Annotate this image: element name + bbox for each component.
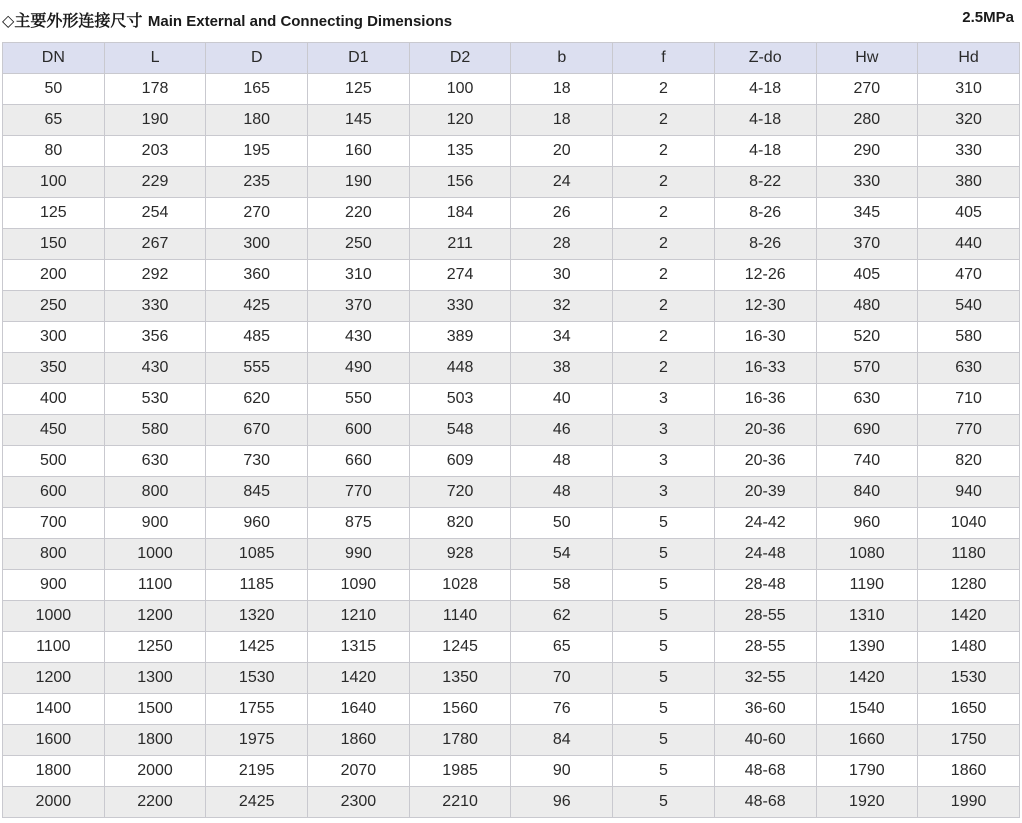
table-cell: 58 bbox=[511, 570, 613, 601]
table-cell: 5 bbox=[613, 570, 715, 601]
table-cell: 450 bbox=[3, 415, 105, 446]
table-cell: 960 bbox=[206, 508, 308, 539]
table-cell: 76 bbox=[511, 694, 613, 725]
table-cell: 960 bbox=[816, 508, 918, 539]
table-cell: 8-26 bbox=[714, 198, 816, 229]
table-cell: 18 bbox=[511, 105, 613, 136]
table-cell: 2 bbox=[613, 198, 715, 229]
table-cell: 1080 bbox=[816, 539, 918, 570]
table-cell: 20 bbox=[511, 136, 613, 167]
table-row bbox=[3, 105, 1020, 136]
table-cell: 80 bbox=[3, 136, 105, 167]
table-cell: 48 bbox=[511, 446, 613, 477]
table-cell: 20-36 bbox=[714, 446, 816, 477]
table-cell: 370 bbox=[308, 291, 410, 322]
table-cell: 540 bbox=[918, 291, 1020, 322]
table-cell: 1300 bbox=[104, 663, 206, 694]
table-cell: 28-55 bbox=[714, 601, 816, 632]
table-cell: 32-55 bbox=[714, 663, 816, 694]
table-cell: 40-60 bbox=[714, 725, 816, 756]
table-cell: 184 bbox=[409, 198, 511, 229]
table-cell: 1600 bbox=[3, 725, 105, 756]
table-cell: 570 bbox=[816, 353, 918, 384]
table-cell: 300 bbox=[206, 229, 308, 260]
column-header-d1: D1 bbox=[308, 43, 410, 74]
table-cell: 2195 bbox=[206, 756, 308, 787]
table-cell: 990 bbox=[308, 539, 410, 570]
table-cell: 1085 bbox=[206, 539, 308, 570]
table-cell: 1250 bbox=[104, 632, 206, 663]
table-cell: 1200 bbox=[3, 663, 105, 694]
table-cell: 254 bbox=[104, 198, 206, 229]
table-cell: 820 bbox=[918, 446, 1020, 477]
table-cell: 1420 bbox=[816, 663, 918, 694]
table-cell: 700 bbox=[3, 508, 105, 539]
table-cell: 12-30 bbox=[714, 291, 816, 322]
table-cell: 2210 bbox=[409, 787, 511, 818]
table-cell: 200 bbox=[3, 260, 105, 291]
table-cell: 1480 bbox=[918, 632, 1020, 663]
title-english: Main External and Connecting Dimensions bbox=[147, 13, 453, 30]
table-cell: 800 bbox=[3, 539, 105, 570]
table-cell: 2 bbox=[613, 105, 715, 136]
table-cell: 50 bbox=[511, 508, 613, 539]
column-header-b: b bbox=[511, 43, 613, 74]
column-header-l: L bbox=[104, 43, 206, 74]
table-row bbox=[3, 570, 1020, 601]
table-cell: 24-48 bbox=[714, 539, 816, 570]
table-cell: 520 bbox=[816, 322, 918, 353]
table-cell: 800 bbox=[104, 477, 206, 508]
table-cell: 96 bbox=[511, 787, 613, 818]
table-cell: 28-55 bbox=[714, 632, 816, 663]
table-cell: 1750 bbox=[918, 725, 1020, 756]
diamond-icon: ◇ bbox=[2, 11, 15, 30]
column-header-f: f bbox=[613, 43, 715, 74]
table-cell: 30 bbox=[511, 260, 613, 291]
table-cell: 16-36 bbox=[714, 384, 816, 415]
table-row bbox=[3, 260, 1020, 291]
table-cell: 8-26 bbox=[714, 229, 816, 260]
table-cell: 470 bbox=[918, 260, 1020, 291]
table-cell: 40 bbox=[511, 384, 613, 415]
table-cell: 5 bbox=[613, 663, 715, 694]
table-cell: 1540 bbox=[816, 694, 918, 725]
table-cell: 630 bbox=[816, 384, 918, 415]
table-cell: 178 bbox=[104, 74, 206, 105]
table-cell: 267 bbox=[104, 229, 206, 260]
table-cell: 1860 bbox=[918, 756, 1020, 787]
table-cell: 125 bbox=[308, 74, 410, 105]
table-cell: 670 bbox=[206, 415, 308, 446]
table-cell: 600 bbox=[308, 415, 410, 446]
table-cell: 280 bbox=[816, 105, 918, 136]
table-cell: 1040 bbox=[918, 508, 1020, 539]
column-header-d2: D2 bbox=[409, 43, 511, 74]
table-cell: 20-39 bbox=[714, 477, 816, 508]
table-row bbox=[3, 508, 1020, 539]
column-header-z-do: Z-do bbox=[714, 43, 816, 74]
table-cell: 310 bbox=[918, 74, 1020, 105]
table-cell: 274 bbox=[409, 260, 511, 291]
table-cell: 1140 bbox=[409, 601, 511, 632]
table-cell: 2 bbox=[613, 260, 715, 291]
table-cell: 350 bbox=[3, 353, 105, 384]
table-cell: 3 bbox=[613, 415, 715, 446]
table-cell: 310 bbox=[308, 260, 410, 291]
table-cell: 160 bbox=[308, 136, 410, 167]
table-cell: 290 bbox=[816, 136, 918, 167]
table-cell: 1315 bbox=[308, 632, 410, 663]
table-cell: 1530 bbox=[918, 663, 1020, 694]
table-row bbox=[3, 601, 1020, 632]
table-row bbox=[3, 694, 1020, 725]
table-cell: 440 bbox=[918, 229, 1020, 260]
table-cell: 120 bbox=[409, 105, 511, 136]
table-cell: 1280 bbox=[918, 570, 1020, 601]
table-cell: 490 bbox=[308, 353, 410, 384]
table-cell: 195 bbox=[206, 136, 308, 167]
table-cell: 4-18 bbox=[714, 136, 816, 167]
table-cell: 730 bbox=[206, 446, 308, 477]
table-cell: 1530 bbox=[206, 663, 308, 694]
table-cell: 90 bbox=[511, 756, 613, 787]
table-cell: 270 bbox=[206, 198, 308, 229]
table-cell: 1350 bbox=[409, 663, 511, 694]
table-cell: 1975 bbox=[206, 725, 308, 756]
table-cell: 550 bbox=[308, 384, 410, 415]
table-cell: 370 bbox=[816, 229, 918, 260]
table-cell: 2000 bbox=[3, 787, 105, 818]
table-cell: 16-30 bbox=[714, 322, 816, 353]
table-cell: 125 bbox=[3, 198, 105, 229]
table-cell: 330 bbox=[409, 291, 511, 322]
table-cell: 400 bbox=[3, 384, 105, 415]
table-cell: 292 bbox=[104, 260, 206, 291]
table-cell: 430 bbox=[104, 353, 206, 384]
table-cell: 12-26 bbox=[714, 260, 816, 291]
table-cell: 1100 bbox=[104, 570, 206, 601]
table-cell: 500 bbox=[3, 446, 105, 477]
table-cell: 900 bbox=[3, 570, 105, 601]
header-row bbox=[3, 43, 1020, 74]
table-cell: 36-60 bbox=[714, 694, 816, 725]
table-cell: 1200 bbox=[104, 601, 206, 632]
table-cell: 2425 bbox=[206, 787, 308, 818]
table-cell: 24-42 bbox=[714, 508, 816, 539]
table-cell: 1185 bbox=[206, 570, 308, 601]
table-cell: 28 bbox=[511, 229, 613, 260]
table-cell: 1790 bbox=[816, 756, 918, 787]
table-cell: 1420 bbox=[308, 663, 410, 694]
table-cell: 1920 bbox=[816, 787, 918, 818]
table-cell: 548 bbox=[409, 415, 511, 446]
column-header-d: D bbox=[206, 43, 308, 74]
table-cell: 150 bbox=[3, 229, 105, 260]
table-row bbox=[3, 477, 1020, 508]
table-row bbox=[3, 756, 1020, 787]
table-header bbox=[3, 43, 1020, 74]
table-cell: 1310 bbox=[816, 601, 918, 632]
table-row bbox=[3, 229, 1020, 260]
table-cell: 203 bbox=[104, 136, 206, 167]
table-cell: 330 bbox=[816, 167, 918, 198]
table-row bbox=[3, 415, 1020, 446]
table-cell: 250 bbox=[3, 291, 105, 322]
table-cell: 270 bbox=[816, 74, 918, 105]
table-cell: 2 bbox=[613, 136, 715, 167]
table-cell: 2 bbox=[613, 229, 715, 260]
table-cell: 1800 bbox=[104, 725, 206, 756]
table-cell: 845 bbox=[206, 477, 308, 508]
table-cell: 156 bbox=[409, 167, 511, 198]
table-cell: 5 bbox=[613, 787, 715, 818]
table-cell: 1650 bbox=[918, 694, 1020, 725]
table-cell: 840 bbox=[816, 477, 918, 508]
table-cell: 940 bbox=[918, 477, 1020, 508]
table-cell: 220 bbox=[308, 198, 410, 229]
table-cell: 2200 bbox=[104, 787, 206, 818]
table-cell: 235 bbox=[206, 167, 308, 198]
table-cell: 380 bbox=[918, 167, 1020, 198]
table-cell: 1190 bbox=[816, 570, 918, 601]
table-cell: 320 bbox=[918, 105, 1020, 136]
table-cell: 26 bbox=[511, 198, 613, 229]
pressure-rating: 2.5MPa bbox=[962, 9, 1014, 26]
table-cell: 1090 bbox=[308, 570, 410, 601]
table-cell: 5 bbox=[613, 694, 715, 725]
title-bar bbox=[0, 0, 1022, 40]
table-cell: 211 bbox=[409, 229, 511, 260]
table-cell: 180 bbox=[206, 105, 308, 136]
table-cell: 38 bbox=[511, 353, 613, 384]
table-row bbox=[3, 539, 1020, 570]
column-header-dn: DN bbox=[3, 43, 105, 74]
table-row bbox=[3, 632, 1020, 663]
table-cell: 405 bbox=[918, 198, 1020, 229]
table-cell: 4-18 bbox=[714, 74, 816, 105]
table-cell: 770 bbox=[918, 415, 1020, 446]
table-row bbox=[3, 384, 1020, 415]
table-cell: 24 bbox=[511, 167, 613, 198]
table-cell: 84 bbox=[511, 725, 613, 756]
table-cell: 1390 bbox=[816, 632, 918, 663]
table-cell: 1425 bbox=[206, 632, 308, 663]
table-cell: 330 bbox=[918, 136, 1020, 167]
table-cell: 555 bbox=[206, 353, 308, 384]
table-cell: 190 bbox=[308, 167, 410, 198]
table-cell: 28-48 bbox=[714, 570, 816, 601]
table-body bbox=[3, 74, 1020, 818]
table-cell: 345 bbox=[816, 198, 918, 229]
table-cell: 5 bbox=[613, 508, 715, 539]
table-cell: 630 bbox=[918, 353, 1020, 384]
table-row bbox=[3, 663, 1020, 694]
table-cell: 740 bbox=[816, 446, 918, 477]
table-cell: 1560 bbox=[409, 694, 511, 725]
table-cell: 820 bbox=[409, 508, 511, 539]
column-header-hw: Hw bbox=[816, 43, 918, 74]
table-cell: 1000 bbox=[3, 601, 105, 632]
table-cell: 503 bbox=[409, 384, 511, 415]
table-cell: 330 bbox=[104, 291, 206, 322]
table-cell: 425 bbox=[206, 291, 308, 322]
table-cell: 229 bbox=[104, 167, 206, 198]
table-cell: 100 bbox=[3, 167, 105, 198]
table-cell: 145 bbox=[308, 105, 410, 136]
table-row bbox=[3, 322, 1020, 353]
table-cell: 3 bbox=[613, 477, 715, 508]
table-cell: 485 bbox=[206, 322, 308, 353]
table-cell: 46 bbox=[511, 415, 613, 446]
table-cell: 580 bbox=[104, 415, 206, 446]
table-cell: 580 bbox=[918, 322, 1020, 353]
table-cell: 32 bbox=[511, 291, 613, 322]
table-cell: 690 bbox=[816, 415, 918, 446]
table-cell: 2070 bbox=[308, 756, 410, 787]
table-row bbox=[3, 353, 1020, 384]
table-cell: 430 bbox=[308, 322, 410, 353]
table-cell: 928 bbox=[409, 539, 511, 570]
table-cell: 1660 bbox=[816, 725, 918, 756]
table-cell: 190 bbox=[104, 105, 206, 136]
table-cell: 5 bbox=[613, 756, 715, 787]
table-cell: 250 bbox=[308, 229, 410, 260]
table-cell: 1180 bbox=[918, 539, 1020, 570]
table-cell: 135 bbox=[409, 136, 511, 167]
table-cell: 720 bbox=[409, 477, 511, 508]
table-cell: 34 bbox=[511, 322, 613, 353]
table-cell: 16-33 bbox=[714, 353, 816, 384]
table-cell: 1860 bbox=[308, 725, 410, 756]
table-cell: 2 bbox=[613, 291, 715, 322]
table-cell: 530 bbox=[104, 384, 206, 415]
table-cell: 5 bbox=[613, 539, 715, 570]
table-cell: 5 bbox=[613, 601, 715, 632]
table-cell: 5 bbox=[613, 725, 715, 756]
table-cell: 50 bbox=[3, 74, 105, 105]
table-row bbox=[3, 74, 1020, 105]
table-cell: 48-68 bbox=[714, 787, 816, 818]
table-cell: 360 bbox=[206, 260, 308, 291]
table-cell: 48-68 bbox=[714, 756, 816, 787]
table-cell: 900 bbox=[104, 508, 206, 539]
table-cell: 62 bbox=[511, 601, 613, 632]
table-cell: 8-22 bbox=[714, 167, 816, 198]
table-cell: 620 bbox=[206, 384, 308, 415]
table-cell: 2300 bbox=[308, 787, 410, 818]
table-cell: 448 bbox=[409, 353, 511, 384]
table-cell: 70 bbox=[511, 663, 613, 694]
table-cell: 1100 bbox=[3, 632, 105, 663]
table-row bbox=[3, 291, 1020, 322]
table-cell: 3 bbox=[613, 446, 715, 477]
table-cell: 480 bbox=[816, 291, 918, 322]
table-cell: 1320 bbox=[206, 601, 308, 632]
table-cell: 1640 bbox=[308, 694, 410, 725]
table-cell: 875 bbox=[308, 508, 410, 539]
table-cell: 1000 bbox=[104, 539, 206, 570]
table-cell: 356 bbox=[104, 322, 206, 353]
table-cell: 48 bbox=[511, 477, 613, 508]
table-cell: 1990 bbox=[918, 787, 1020, 818]
table-cell: 2 bbox=[613, 167, 715, 198]
table-cell: 710 bbox=[918, 384, 1020, 415]
table-cell: 405 bbox=[816, 260, 918, 291]
table-cell: 165 bbox=[206, 74, 308, 105]
table-cell: 1245 bbox=[409, 632, 511, 663]
table-cell: 1755 bbox=[206, 694, 308, 725]
table-cell: 3 bbox=[613, 384, 715, 415]
table-row bbox=[3, 787, 1020, 818]
table-cell: 5 bbox=[613, 632, 715, 663]
table-cell: 1780 bbox=[409, 725, 511, 756]
table-cell: 4-18 bbox=[714, 105, 816, 136]
table-cell: 2 bbox=[613, 322, 715, 353]
title-chinese: 主要外形连接尺寸 bbox=[14, 11, 143, 30]
table-cell: 65 bbox=[511, 632, 613, 663]
table-cell: 389 bbox=[409, 322, 511, 353]
table-cell: 630 bbox=[104, 446, 206, 477]
table-row bbox=[3, 446, 1020, 477]
table-cell: 65 bbox=[3, 105, 105, 136]
table-cell: 300 bbox=[3, 322, 105, 353]
table-cell: 1028 bbox=[409, 570, 511, 601]
dimensions-table bbox=[2, 42, 1020, 818]
table-cell: 770 bbox=[308, 477, 410, 508]
table-row bbox=[3, 167, 1020, 198]
table-cell: 609 bbox=[409, 446, 511, 477]
table-cell: 100 bbox=[409, 74, 511, 105]
table-cell: 1400 bbox=[3, 694, 105, 725]
table-cell: 1210 bbox=[308, 601, 410, 632]
table-cell: 660 bbox=[308, 446, 410, 477]
table-cell: 2 bbox=[613, 353, 715, 384]
table-cell: 18 bbox=[511, 74, 613, 105]
page-title bbox=[2, 8, 452, 31]
table-cell: 1420 bbox=[918, 601, 1020, 632]
table-cell: 54 bbox=[511, 539, 613, 570]
table-cell: 2000 bbox=[104, 756, 206, 787]
table-cell: 2 bbox=[613, 74, 715, 105]
table-cell: 1985 bbox=[409, 756, 511, 787]
table-cell: 1500 bbox=[104, 694, 206, 725]
table-cell: 1800 bbox=[3, 756, 105, 787]
table-row bbox=[3, 136, 1020, 167]
column-header-hd: Hd bbox=[918, 43, 1020, 74]
table-row bbox=[3, 725, 1020, 756]
table-cell: 20-36 bbox=[714, 415, 816, 446]
table-row bbox=[3, 198, 1020, 229]
table-cell: 600 bbox=[3, 477, 105, 508]
